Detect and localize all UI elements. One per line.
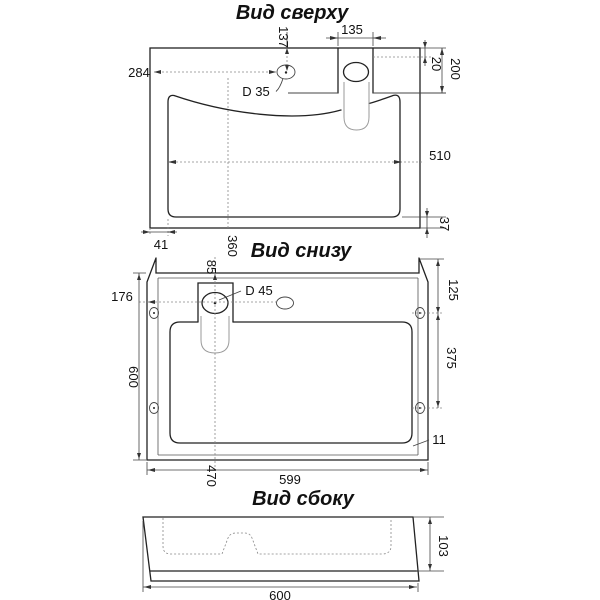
dim-137: 137 [276,26,291,48]
bottom-view [111,240,461,487]
dim-600-depth: 600 [126,366,141,388]
dim-470: 470 [204,465,219,487]
dim-d45: D 45 [245,283,273,298]
dim-375: 375 [444,347,459,369]
bottom-view-outer-shell [147,258,428,460]
dim-510: 510 [429,148,451,163]
dim-284: 284 [128,65,150,80]
side-view-title: Вид сбоку [252,488,354,510]
dim-599: 599 [279,472,301,487]
dim-41: 41 [153,237,169,252]
side-view-basin-profile-hidden [163,518,391,554]
dim-125: 125 [446,279,461,301]
dim-85: 85 [204,259,219,275]
top-view-title: Вид сверху [235,2,349,24]
faucet-hole-top [344,63,369,82]
dim-176: 176 [111,289,133,304]
dim-d35: D 35 [242,84,270,99]
dim-103: 103 [436,535,451,557]
side-view-body [143,517,419,581]
side-view [143,488,451,600]
tap-hole-leader-line [219,291,241,300]
top-view-construction-lines [150,48,432,236]
overflow-leader-line [276,79,283,92]
overflow-hole-center-dot [285,71,287,73]
dim-135: 135 [341,22,363,37]
dim-600-width: 600 [269,588,291,600]
bottom-view-title: Вид снизу [250,240,352,262]
overflow-hole-bottom [277,297,294,309]
faucet-body-silhouette-top [344,82,369,130]
dim-37: 37 [437,216,452,232]
bottom-view-construction-lines [139,257,444,470]
bottom-view-wall-inner-lines [158,278,418,455]
top-view [128,2,463,257]
dim-360: 360 [225,235,240,257]
top-view-basin-rim [168,95,400,217]
dim-200: 200 [448,58,463,80]
dim-11: 11 [432,432,446,447]
top-view-outer-rim [150,48,420,228]
dim-20: 20 [429,56,444,72]
bottom-view-recess-panel [170,322,412,443]
mounting-holes [150,308,425,414]
